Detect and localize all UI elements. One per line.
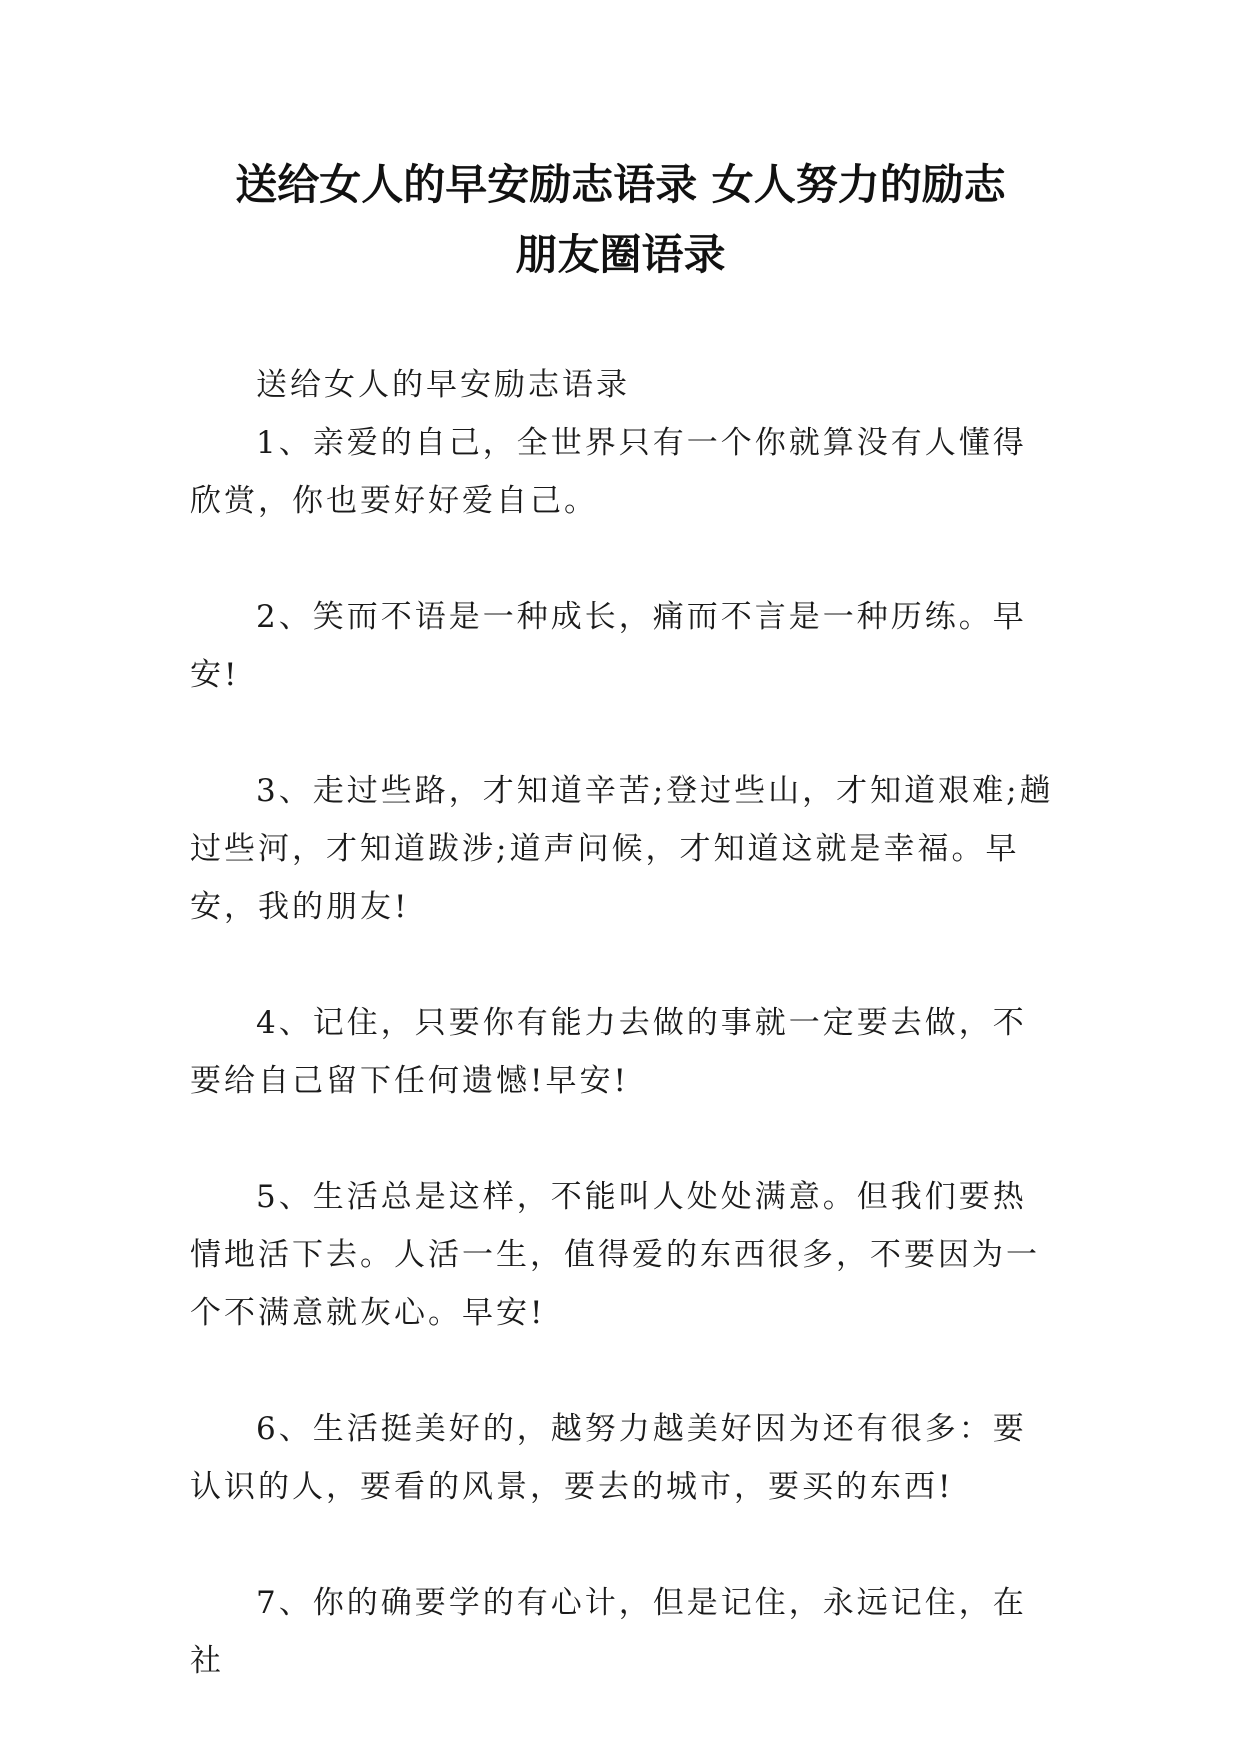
document-title <box>180 150 1061 290</box>
title-line-2: 朋友圈语录 <box>515 230 726 279</box>
paragraph-4: 4、记住，只要你有能力去做的事就一定要去做，不要给自己留下任何遗憾!早安! <box>190 1005 1027 1099</box>
paragraph-2: 2、笑而不语是一种成长，痛而不言是一种历练。早安! <box>190 599 1027 693</box>
document-body <box>190 356 1060 1690</box>
paragraph-3: 3、走过些路，才知道辛苦;登过些山，才知道艰难;趟过些河，才知道跋涉;道声问候，才知道这就是幸福。早安，我的朋友! <box>190 773 1054 925</box>
title-line-1: 送给女人的早安励志语录 女人努力的励志 <box>235 160 1006 209</box>
section-heading: 送给女人的早安励志语录 <box>256 367 630 403</box>
paragraph-7: 7、你的确要学的有心计，但是记住，永远记住，在社 <box>190 1585 1027 1679</box>
paragraph-6: 6、生活挺美好的，越努力越美好因为还有很多：要认识的人，要看的风景，要去的城市，要买的东西! <box>190 1411 1027 1505</box>
paragraph-5: 5、生活总是这样，不能叫人处处满意。但我们要热情地活下去。人活一生，值得爱的东西很多，不要因为一个不满意就灰心。早安! <box>190 1179 1040 1331</box>
paragraph-1: 1、亲爱的自己，全世界只有一个你就算没有人懂得欣赏，你也要好好爱自己。 <box>190 425 1027 519</box>
